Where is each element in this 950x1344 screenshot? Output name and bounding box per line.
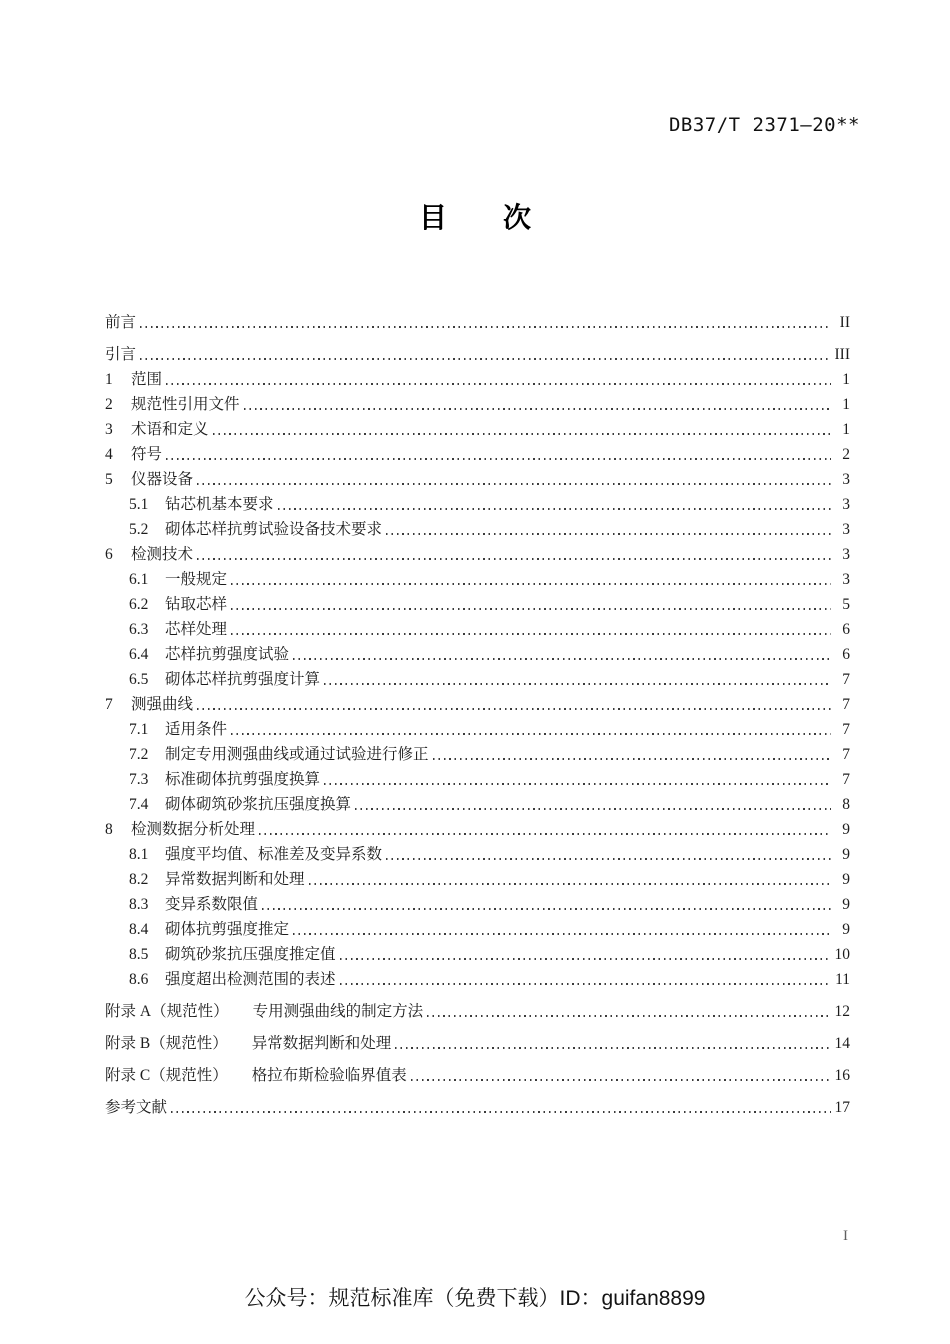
toc-entry-number: 8.1 [129,846,149,864]
dot-leader-icon [324,683,831,685]
toc-entry[interactable] [105,789,850,814]
toc-entry-number: 7.2 [129,746,149,764]
dot-leader-icon [427,1015,831,1017]
toc-entry-number: 6 [105,546,113,564]
toc-entry-page: 1 [842,396,850,414]
toc-entry[interactable] [105,964,850,989]
folio-page-number: I [843,1228,848,1244]
toc-entry-page: 9 [842,821,850,839]
dot-leader-icon [340,958,831,960]
toc-entry-page: 5 [842,596,850,614]
toc-entry[interactable] [105,664,850,689]
toc-entry[interactable] [105,464,850,489]
toc-entry[interactable] [105,1053,850,1085]
toc-entry-number: 2 [105,396,113,414]
standard-code: DB37/T 2371—20** [668,114,860,136]
toc-entry-number: 7.3 [129,771,149,789]
toc-entry-page: 16 [834,1067,850,1085]
toc-entry-label: 砌体砌筑砂浆抗压强度换算 [165,796,352,814]
toc-entry[interactable] [105,300,850,332]
toc-entry[interactable] [105,414,850,439]
toc-entry-number: 5 [105,471,113,489]
toc-entry-page: 12 [834,1003,850,1021]
dot-leader-icon [197,558,831,560]
page-title: 目 次 [418,203,531,234]
toc-entry-number: 5.2 [129,521,149,539]
toc-entry-label: 砌体芯样抗剪试验设备技术要求 [165,521,383,539]
dot-leader-icon [395,1047,831,1049]
promo-banner: 公众号：规范标准库（免费下载）ID：guifan8899 [244,1287,706,1310]
toc-entry-label: 异常数据判断和处理 [165,871,305,889]
toc-entry-page: 14 [834,1035,850,1053]
toc-entry-page: III [834,346,850,364]
dot-leader-icon [386,858,831,860]
dot-leader-icon [262,908,831,910]
toc-entry-label: 砌体抗剪强度推定 [165,921,290,939]
toc-entry-label: 砌体芯样抗剪强度计算 [165,671,321,689]
dot-leader-icon [166,458,831,460]
dot-leader-icon [293,933,831,935]
toc-entry-label: 强度平均值、标准差及变异系数 [165,846,383,864]
toc-entry-page: 9 [842,871,850,889]
toc-entry-label: 钻取芯样 [165,596,228,614]
toc-entry-number: 6.2 [129,596,149,614]
toc-entry[interactable] [105,364,850,389]
toc-entry-number: 8.3 [129,896,149,914]
dot-leader-icon [231,583,831,585]
dot-leader-icon [386,533,831,535]
toc-entry-page: 7 [842,771,850,789]
toc-entry-number: 3 [105,421,113,439]
toc-entry-page: 6 [842,646,850,664]
toc-entry-number: 7.1 [129,721,149,739]
toc-entry-page: 11 [835,971,850,989]
toc-entry-label: 仪器设备 [131,471,194,489]
toc-entry[interactable] [105,864,850,889]
toc-entry-number: 附录 A（规范性） [105,1003,229,1021]
dot-leader-icon [231,633,831,635]
toc-entry-page: II [839,314,850,332]
toc-entry-label: 适用条件 [165,721,228,739]
toc-entry-number: 6.3 [129,621,149,639]
toc-entry-label: 检测技术 [131,546,194,564]
toc-entry-page: 17 [834,1099,850,1117]
toc-entry-label: 符号 [131,446,163,464]
dot-leader-icon [324,783,831,785]
toc-entry-page: 9 [842,921,850,939]
toc-entry-label: 检测数据分析处理 [131,821,256,839]
dot-leader-icon [433,758,831,760]
toc-entry-label: 钻芯机基本要求 [165,496,274,514]
toc-entry-page: 7 [842,696,850,714]
toc-entry[interactable] [105,589,850,614]
dot-leader-icon [340,983,831,985]
toc-entry[interactable] [105,539,850,564]
toc-entry-label: 制定专用测强曲线或通过试验进行修正 [165,746,429,764]
toc-entry-label: 专用测强曲线的制定方法 [252,1003,424,1021]
toc-entry-label: 强度超出检测范围的表述 [165,971,336,989]
toc-entry-number: 8.5 [129,946,149,964]
toc-entry-number: 4 [105,446,113,464]
toc-entry[interactable] [105,914,850,939]
toc-entry-label: 标准砌体抗剪强度换算 [165,771,321,789]
toc-entry-label: 异常数据判断和处理 [251,1035,392,1053]
toc-entry-label: 参考文献 [105,1099,168,1117]
toc-entry-page: 1 [842,371,850,389]
dot-leader-icon [171,1111,831,1113]
toc-entry-page: 1 [842,421,850,439]
toc-entry-number: 8 [105,821,113,839]
toc-entry[interactable] [105,1021,850,1053]
dot-leader-icon [231,608,831,610]
toc-entry-page: 9 [842,896,850,914]
toc-entry-label: 引言 [105,346,137,364]
toc-entry-page: 9 [842,846,850,864]
toc-entry-number: 附录 B（规范性） [105,1035,228,1053]
toc-entry-label: 一般规定 [165,571,228,589]
toc-entry[interactable] [105,889,850,914]
toc-entry-number: 8.4 [129,921,149,939]
toc-entry-page: 7 [842,721,850,739]
toc-entry-number: 5.1 [129,496,149,514]
dot-leader-icon [259,833,831,835]
dot-leader-icon [355,808,831,810]
dot-leader-icon [293,658,831,660]
dot-leader-icon [231,733,831,735]
dot-leader-icon [166,383,831,385]
toc-entry-label: 前言 [105,314,137,332]
toc-entry[interactable] [105,564,850,589]
toc-entry[interactable] [105,389,850,414]
toc-entry-number: 6.5 [129,671,149,689]
toc-entry[interactable] [105,764,850,789]
dot-leader-icon [197,708,831,710]
toc-entry-label: 砌筑砂浆抗压强度推定值 [165,946,336,964]
dot-leader-icon [278,508,831,510]
toc-entry[interactable] [105,839,850,864]
toc-entry[interactable] [105,714,850,739]
toc-entry[interactable] [105,989,850,1021]
toc-list [105,300,850,1117]
dot-leader-icon [411,1079,831,1081]
toc-entry-label: 范围 [131,371,163,389]
toc-entry-page: 10 [834,946,850,964]
toc-entry-label: 术语和定义 [131,421,209,439]
toc-entry-page: 6 [842,621,850,639]
toc-entry-label: 芯样抗剪强度试验 [165,646,290,664]
toc-entry[interactable] [105,514,850,539]
toc-entry-number: 7 [105,696,113,714]
toc-entry-number: 8.2 [129,871,149,889]
toc-entry[interactable] [105,689,850,714]
toc-entry-page: 8 [842,796,850,814]
toc-entry-number: 7.4 [129,796,149,814]
toc-entry[interactable] [105,939,850,964]
toc-entry-page: 3 [842,571,850,589]
toc-entry-page: 3 [842,496,850,514]
toc-entry[interactable] [105,614,850,639]
toc-entry[interactable] [105,1085,850,1117]
toc-entry[interactable] [105,332,850,364]
toc-entry-label: 规范性引用文件 [131,396,240,414]
toc-entry-number: 附录 C（规范性） [105,1067,228,1085]
toc-entry-number: 1 [105,371,113,389]
toc-entry-page: 2 [842,446,850,464]
toc-entry-label: 变异系数限值 [165,896,259,914]
toc-entry-page: 3 [842,521,850,539]
toc-entry-label: 测强曲线 [131,696,194,714]
toc-entry-label: 芯样处理 [165,621,228,639]
dot-leader-icon [244,408,831,410]
dot-leader-icon [309,883,831,885]
dot-leader-icon [197,483,831,485]
dot-leader-icon [213,433,831,435]
dot-leader-icon [140,326,831,328]
toc-entry[interactable] [105,639,850,664]
toc-entry-label: 格拉布斯检验临界值表 [251,1067,407,1085]
toc-entry[interactable] [105,439,850,464]
toc-entry[interactable] [105,489,850,514]
toc-entry-page: 3 [842,546,850,564]
toc-entry[interactable] [105,814,850,839]
toc-entry-number: 8.6 [129,971,149,989]
toc-entry[interactable] [105,739,850,764]
toc-entry-page: 3 [842,471,850,489]
toc-entry-page: 7 [842,671,850,689]
toc-entry-page: 7 [842,746,850,764]
dot-leader-icon [140,358,831,360]
toc-entry-number: 6.4 [129,646,149,664]
toc-entry-number: 6.1 [129,571,149,589]
